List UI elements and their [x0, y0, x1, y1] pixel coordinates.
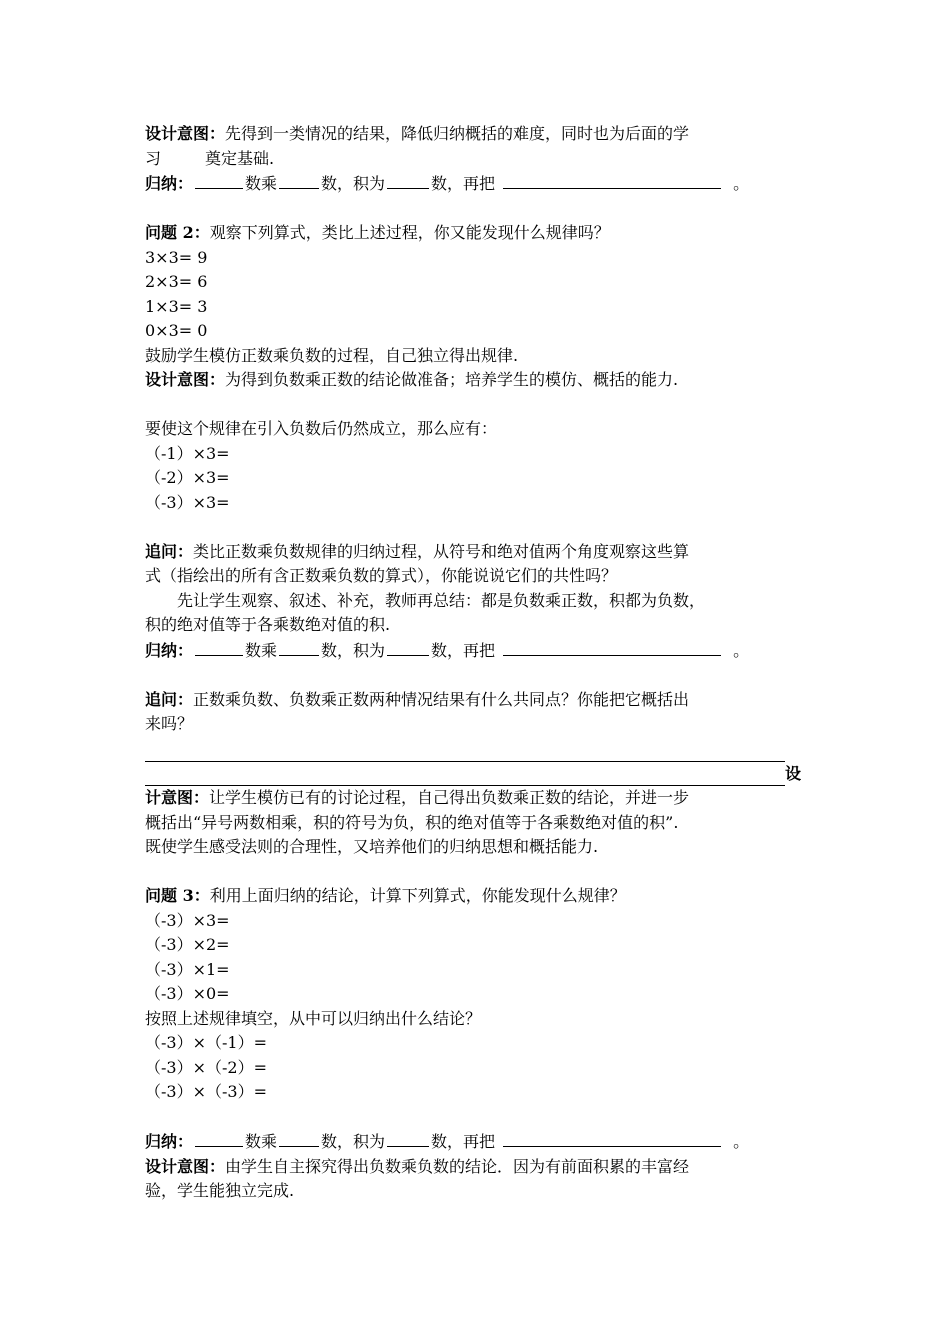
design-intent-1-line2: [145, 147, 810, 172]
fill-blank[interactable]: [387, 1129, 429, 1147]
design-intent-4-line2: 概括出“异号两数相乘，积的符号为负，积的绝对值等于各乘数绝对值的积”.: [145, 812, 679, 832]
fill-blank[interactable]: [279, 171, 319, 189]
equation: （-1）×3=: [145, 443, 230, 463]
fill-blank[interactable]: [279, 1129, 319, 1147]
rule-tail-text: 设: [785, 763, 802, 783]
follow-up-2-line2: 来吗？: [145, 714, 194, 733]
equation: 0×3= 0: [145, 321, 208, 340]
design-intent-label: 设计意图：: [145, 1156, 226, 1176]
summary-line-3: [145, 1129, 810, 1155]
design-intent-label: 设计意图：: [145, 370, 226, 389]
answer-line[interactable]: [145, 737, 785, 762]
summary-text: 数，积为: [321, 640, 386, 660]
design-intent-5-line1: [145, 1155, 810, 1180]
follow-up-text: 正数乘负数、负数乘正数两种情况结果有什么共同点？你能把它概括出: [193, 689, 690, 709]
equation: （-3）×（-2）=: [145, 1057, 267, 1077]
fill-blank[interactable]: [279, 638, 319, 656]
summary-text: 数乘: [245, 640, 278, 660]
problem-text: 利用上面归纳的结论，计算下列算式，你能发现什么规律？: [209, 886, 626, 905]
design-intent-1-line1: [145, 122, 810, 147]
fill-blank[interactable]: [195, 171, 243, 189]
follow-up-1-line2: 式（指绘出的所有含正数乘负数的算式），你能说说它们的共性吗？: [145, 566, 618, 585]
summary-text: 数，再把: [431, 174, 496, 193]
summary-label: 归纳：: [145, 1132, 194, 1151]
summary-text: 数乘: [245, 1132, 278, 1151]
problem-text: 观察下列算式，类比上述过程，你又能发现什么规律吗？: [209, 223, 610, 242]
equation: （-3）×3=: [145, 910, 230, 930]
summary-line-2: [145, 638, 810, 664]
fill-prompt: 按照上述规律填空，从中可以归纳出什么结论？: [145, 1008, 482, 1028]
summary-text: 。: [733, 174, 750, 193]
design-intent-label: 设计意图：: [145, 124, 226, 143]
problem-2-question: [145, 221, 810, 246]
summary-text: 。: [733, 640, 750, 660]
design-intent-5-line2: 验，学生能独立完成.: [145, 1181, 295, 1200]
equation: （-3）×0=: [145, 984, 230, 1003]
design-intent-text: 让学生模仿已有的讨论过程，自己得出负数乘正数的结论，并进一步: [209, 788, 690, 807]
summary-label: 归纳：: [145, 640, 194, 660]
teacher-summary-line1: 先让学生观察、叙述、补充，教师再总结：都是负数乘正数，积都为负数，: [177, 590, 706, 610]
summary-text: 数乘: [245, 174, 278, 193]
follow-up-text: 类比正数乘负数规律的归纳过程，从符号和绝对值两个角度观察这些算: [193, 541, 690, 561]
problem-label: 问题 2：: [145, 223, 210, 242]
fill-blank-long[interactable]: [503, 638, 721, 656]
fill-blank[interactable]: [195, 1129, 243, 1147]
fill-blank-long[interactable]: [503, 171, 721, 189]
summary-text: 数，再把: [431, 1132, 496, 1151]
equation: （-3）×（-3）=: [145, 1082, 267, 1101]
equation: 1×3= 3: [145, 296, 208, 316]
equation: （-3）×3=: [145, 492, 230, 512]
follow-up-2-line1: [145, 688, 810, 713]
equation: 3×3= 9: [145, 247, 208, 267]
equation: （-2）×3=: [145, 468, 230, 487]
follow-up-1-line1: [145, 540, 810, 565]
design-intent-text: 奠定基础.: [205, 148, 275, 168]
follow-up-label: 追问：: [145, 541, 194, 561]
fill-blank[interactable]: [195, 638, 243, 656]
fill-blank-long[interactable]: [503, 1129, 721, 1147]
fill-blank[interactable]: [387, 638, 429, 656]
follow-up-label: 追问：: [145, 689, 194, 709]
summary-label: 归纳：: [145, 174, 194, 193]
equation: 2×3= 6: [145, 272, 208, 291]
design-intent-label: 计意图：: [145, 788, 210, 807]
answer-line[interactable]: [145, 767, 785, 786]
equation: （-3）×（-1）=: [145, 1033, 267, 1052]
summary-text: 数，积为: [321, 174, 386, 193]
design-intent-text: 先得到一类情况的结果，降低归纳概括的难度，同时也为后面的学: [225, 124, 690, 143]
problem-label: 问题 3：: [145, 886, 210, 905]
equation: （-3）×1=: [145, 959, 230, 979]
intro-text: 要使这个规律在引入负数后仍然成立，那么应有：: [145, 419, 498, 438]
answer-line-with-tail: [145, 762, 810, 787]
design-intent-text: 为得到负数乘正数的结论做准备；培养学生的模仿、概括的能力.: [225, 370, 679, 389]
design-intent-2: [145, 368, 810, 393]
document-page: [145, 122, 810, 1204]
design-intent-4-line3: 既使学生感受法则的合理性，又培养他们的归纳思想和概括能力.: [145, 837, 599, 856]
summary-text: 。: [733, 1132, 750, 1151]
equation: （-3）×2=: [145, 935, 230, 954]
summary-text: 数，再把: [431, 640, 496, 660]
problem-3-question: [145, 884, 810, 909]
design-intent-text: 习: [145, 148, 162, 168]
encourage-text: 鼓励学生模仿正数乘负数的过程，自己独立得出规律.: [145, 345, 519, 365]
summary-text: 数，积为: [321, 1132, 386, 1151]
teacher-summary-line2: 积的绝对值等于各乘数绝对值的积.: [145, 615, 391, 634]
design-intent-4-line1: [145, 786, 810, 811]
fill-blank[interactable]: [387, 171, 429, 189]
design-intent-text: 由学生自主探究得出负数乘负数的结论．因为有前面积累的丰富经: [225, 1156, 690, 1176]
summary-line-1: [145, 171, 810, 197]
